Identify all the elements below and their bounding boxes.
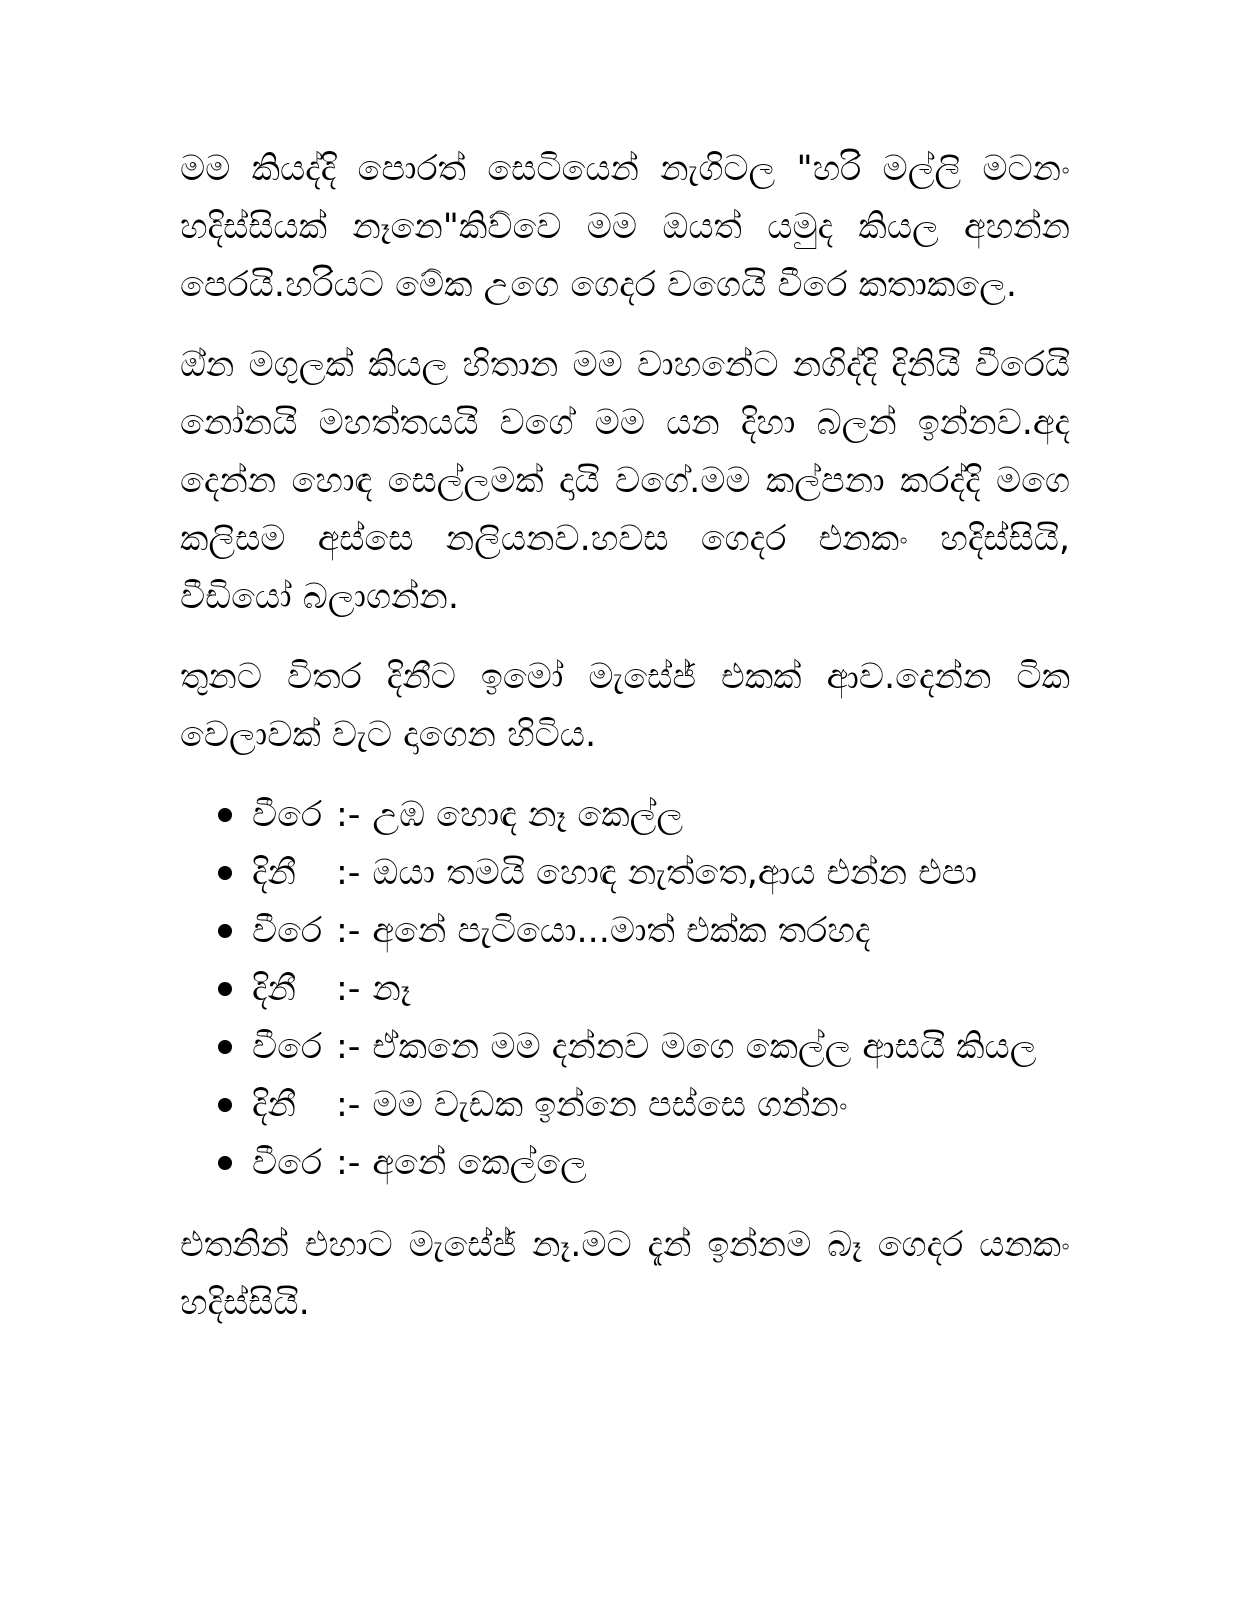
bullet-icon	[218, 1098, 232, 1112]
separator: :-	[336, 795, 361, 835]
dialogue-text: ඒකනෙ මම දන්නව මගෙ කෙල්ල ආසයි කියල	[372, 1027, 1037, 1067]
dialogue-text: මම වැඩක ඉන්නෙ පස්සෙ ගන්නං	[372, 1085, 848, 1125]
dialogue-text: නෑ	[372, 969, 411, 1009]
speaker-name: වීරෙ	[252, 1143, 323, 1183]
separator: :-	[336, 1143, 361, 1183]
bullet-icon	[218, 924, 232, 938]
speaker-name: වීරෙ	[252, 1027, 323, 1067]
dialogue-line	[252, 844, 1070, 902]
separator: :-	[336, 1085, 361, 1125]
paragraph: එතනින් එහාට මැසේජ් නෑ.මට දැන් ඉන්නම බෑ ගෙදර යනකං හදිස්සියි.	[180, 1225, 1070, 1323]
paragraph: තුනට විතර දිනීට ඉමෝ මැසේජ් එකක් ආව.දෙන්න ටික වෙලාවක් වැට දාගෙන හිටිය.	[180, 657, 1070, 755]
separator: :-	[336, 969, 361, 1009]
bullet-icon	[218, 982, 232, 996]
bullet-icon	[218, 866, 232, 880]
dialogue-text: අනේ කෙල්ලෙ	[372, 1143, 587, 1183]
dialogue-line	[252, 902, 1070, 960]
speaker-name: වීරෙ	[252, 911, 323, 951]
separator: :-	[336, 1027, 361, 1067]
dialogue-line	[252, 1134, 1070, 1192]
dialogue-text: උඹ හොඳ නෑ කෙල්ල	[372, 795, 684, 835]
dialogue-line	[252, 1076, 1070, 1134]
separator: :-	[336, 911, 361, 951]
dialogue-line	[252, 960, 1070, 1018]
document-page	[180, 140, 1070, 1354]
bullet-icon	[218, 808, 232, 822]
speaker-name: වීරෙ	[252, 795, 323, 835]
bullet-icon	[218, 1156, 232, 1170]
bullet-icon	[218, 1040, 232, 1054]
speaker-name: දිනී	[252, 1085, 296, 1125]
dialogue-list	[180, 786, 1070, 1192]
speaker-name: දිනී	[252, 853, 296, 893]
dialogue-text: අනේ පැටියො...මාත් එක්ක තරහද	[372, 911, 871, 951]
paragraph: මම කියද්දි පොරත් සෙටියෙන් නැගිටල "හරි මල්ලි මටනං හදිස්සියක් නෑනෙ"කිව්වෙ මම ඔයත් යමුද කියල අහන්න පෙරයි.හරියට මේක උගෙ ගෙදර වගෙයි වීරෙ කතාකලෙ.	[180, 149, 1070, 305]
dialogue-text: ඔයා තමයි හොඳ නැත්තෙ,ආය එන්න එපා	[372, 853, 978, 893]
separator: :-	[336, 853, 361, 893]
paragraph: ඔ්න මගුලක් කියල හිතාන මම වාහනේට නගිද්දි දිනියි වීරෙයි නෝනයි මහත්තයයි වගේ මම යන දිහා බලන් ඉන්නව.අද දෙන්න හොඳ සෙල්ලමක් දායි වගේ.මම කල්පනා කරද්දි මගෙ කලිසම අස්සෙ නලියනව.හවස ගෙදර එනකං හදිස්සියි, වීඩියෝ බලාගන්න.	[180, 345, 1070, 617]
dialogue-line	[252, 786, 1070, 844]
speaker-name: දිනී	[252, 969, 296, 1009]
dialogue-line	[252, 1018, 1070, 1076]
